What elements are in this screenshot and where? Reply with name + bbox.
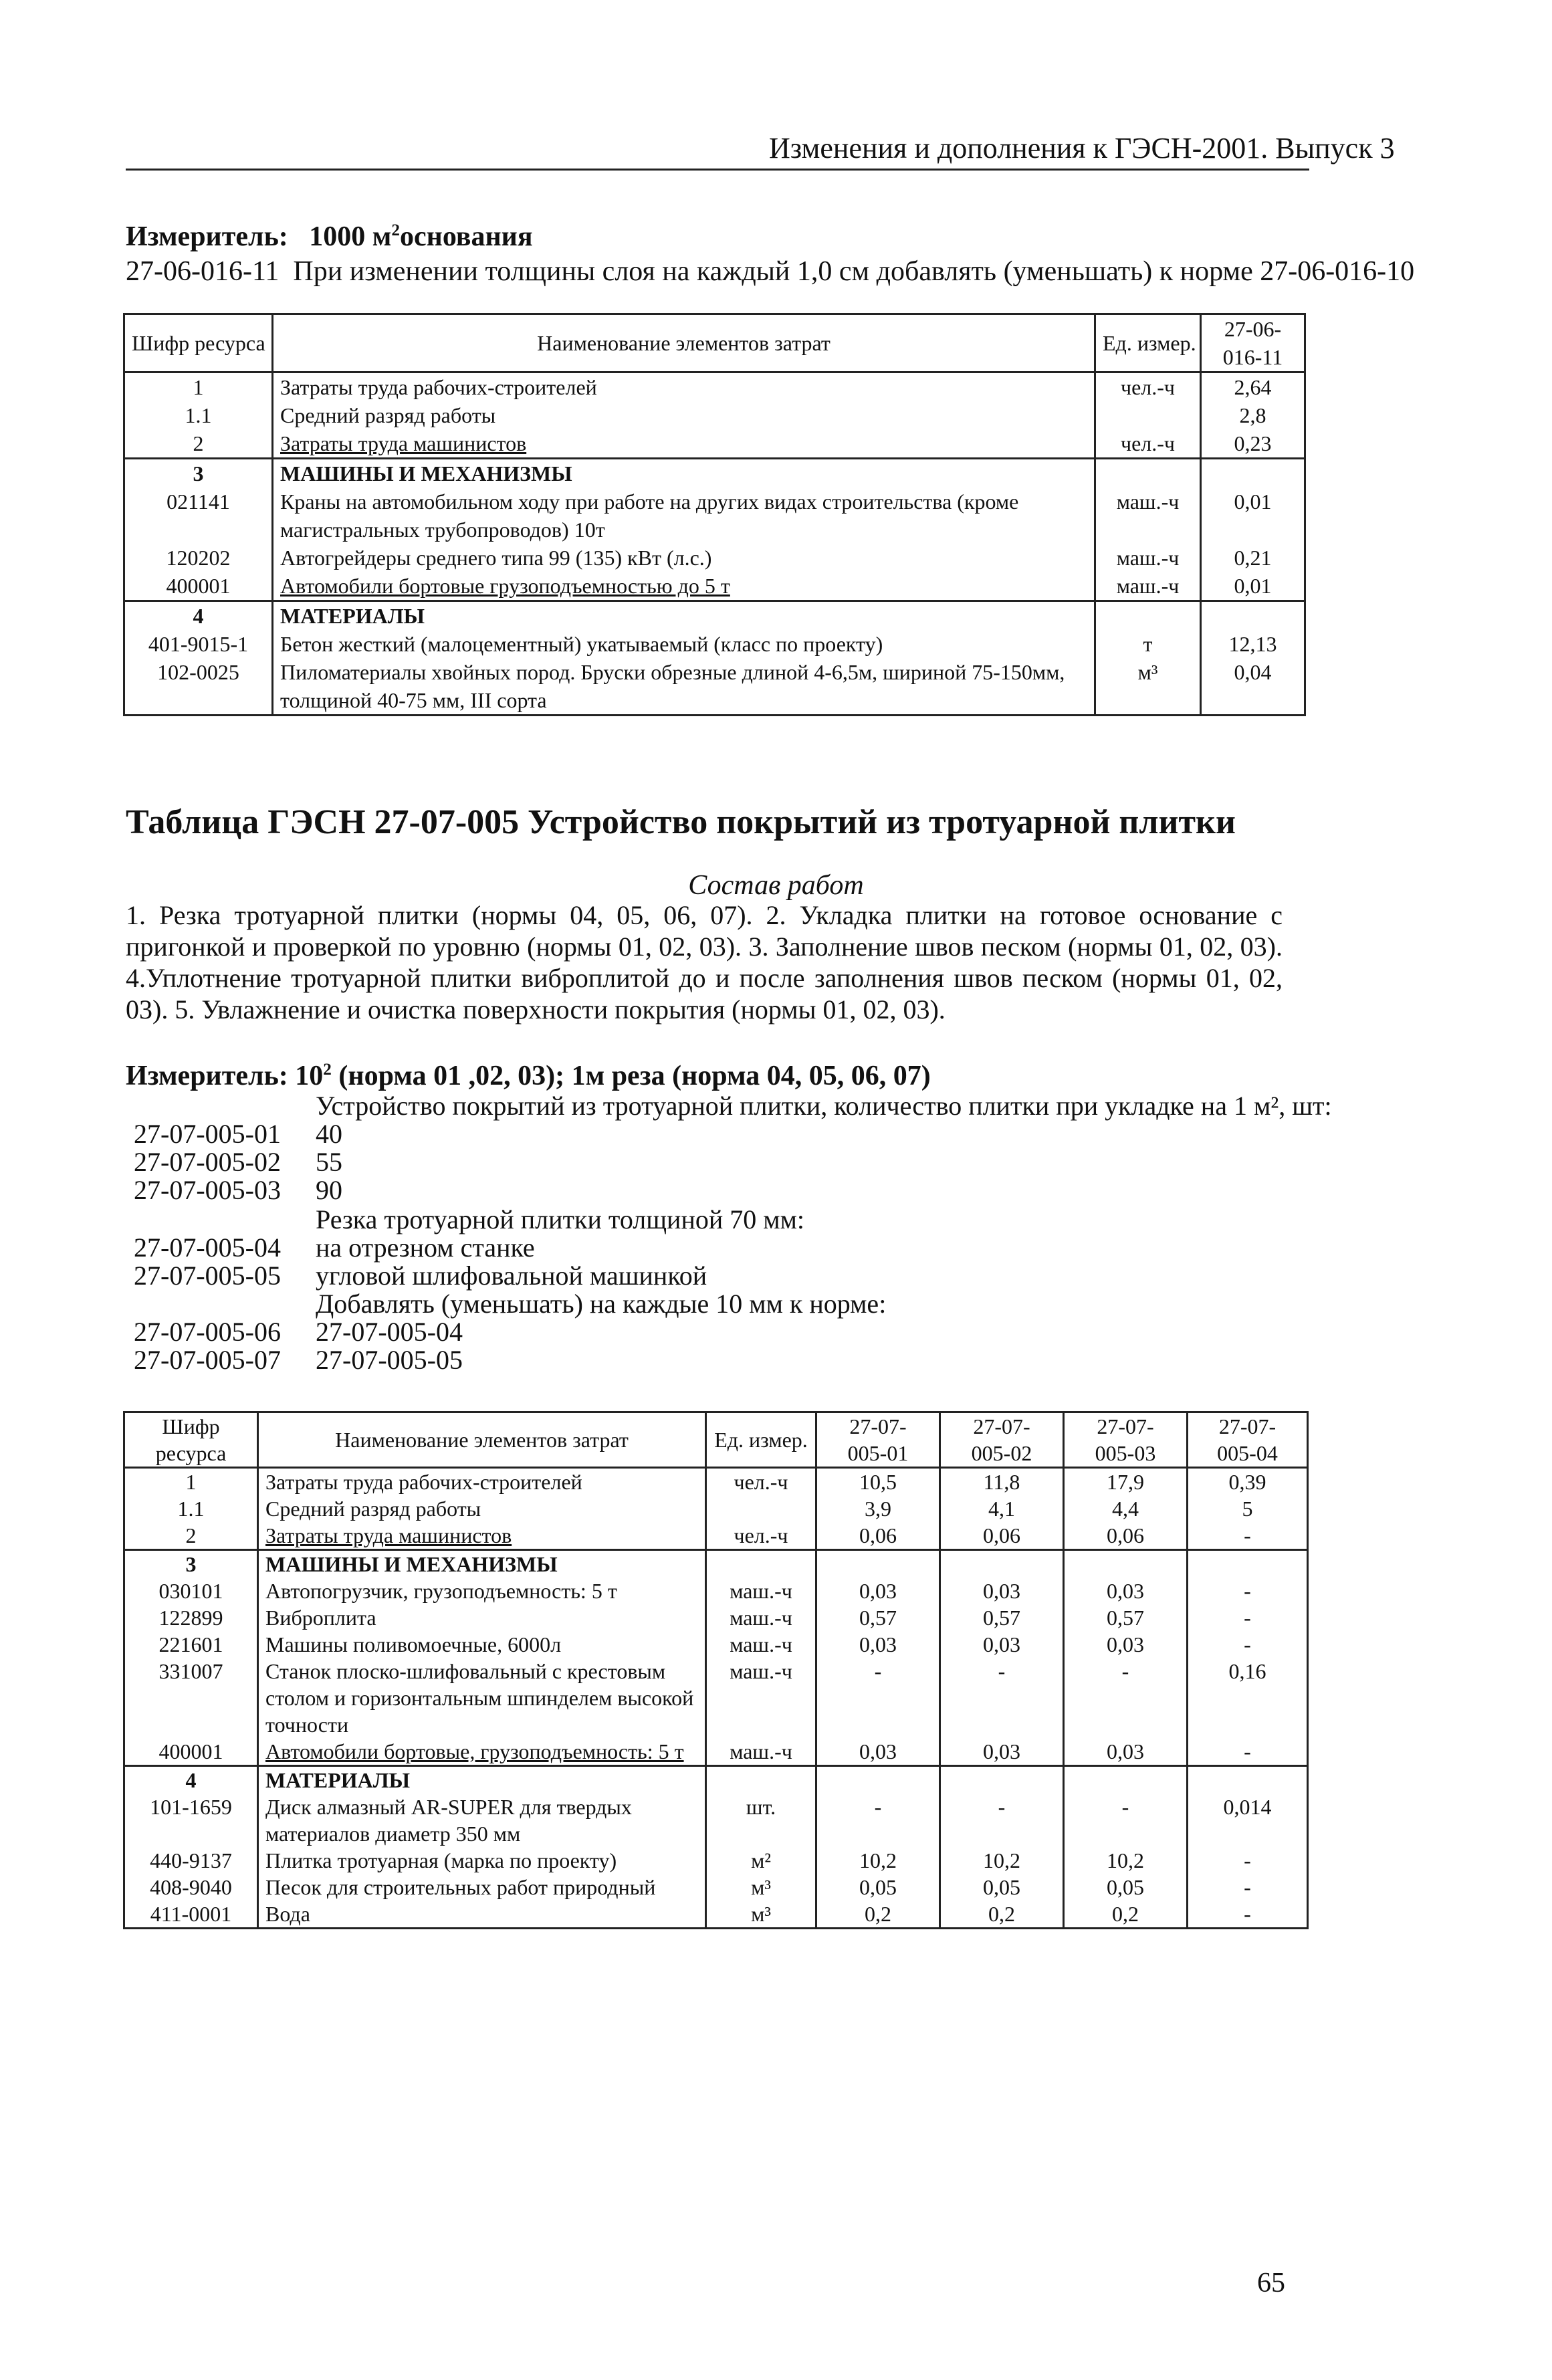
resource-code-cell: 102-0025 [124, 658, 273, 716]
resource-code-cell: 4 [124, 1766, 258, 1794]
resource-name-cell: Средний разряд работы [273, 401, 1095, 429]
norm-intro-2: Резка тротуарной плитки толщиной 70 мм: [316, 1204, 805, 1234]
table-row [124, 429, 1305, 459]
header-cell: Наименование элементов затрат [258, 1412, 706, 1468]
measure-sup: 2 [323, 1061, 332, 1079]
norm-code: 27-07-005-03 [134, 1175, 281, 1205]
measure-sup: 2 [391, 221, 400, 239]
resource-name-cell: Затраты труда машинистов [273, 429, 1095, 459]
resource-name-cell: Песок для строительных работ природный [258, 1874, 706, 1901]
header-cell: Шифр ресурса [124, 314, 273, 372]
value-cell: - [1188, 1604, 1308, 1631]
norm-code: 27-07-005-07 [134, 1345, 281, 1375]
value-cell [1064, 1550, 1188, 1578]
norm-code: 27-07-005-06 [134, 1317, 281, 1347]
running-header: Изменения и дополнения к ГЭСН-2001. Выпуск 3 [769, 132, 1395, 165]
table-row [124, 1738, 1308, 1766]
unit-cell [1095, 601, 1201, 631]
value-cell: 0,014 [1188, 1794, 1308, 1847]
header-cell: Наименование элементов затрат [273, 314, 1095, 372]
resource-code-cell: 400001 [124, 1738, 258, 1766]
unit-cell: чел.-ч [1095, 372, 1201, 402]
value-cell: 0,03 [1064, 1631, 1188, 1658]
norm-value: на отрезном станке [316, 1232, 535, 1263]
norm-value: 27-07-005-04 [316, 1317, 463, 1347]
value-cell: - [1188, 1522, 1308, 1550]
resource-name-cell: Краны на автомобильном ходу при работе на других видах строительства (кроме магистральных трубопроводов) 10т [273, 488, 1095, 544]
header-cell: 27-06-016-11 [1201, 314, 1305, 372]
resource-code-cell: 030101 [124, 1578, 258, 1604]
value-cell: 4,4 [1064, 1495, 1188, 1522]
table-row [124, 401, 1305, 429]
norm-code: 27-07-005-04 [134, 1232, 281, 1263]
value-cell: - [1064, 1794, 1188, 1847]
resource-name-cell: Станок плоско-шлифовальный с крестовым столом и горизонтальным шпинделем высокой точности [258, 1658, 706, 1738]
norm-value: 27-07-005-05 [316, 1345, 463, 1375]
norm-intro-1: Устройство покрытий из тротуарной плитки, количество плитки при укладке на 1 м², шт: [316, 1091, 1332, 1121]
table-header-row [124, 1412, 1308, 1468]
unit-cell: маш.-ч [706, 1604, 816, 1631]
value-cell: 0,57 [940, 1604, 1064, 1631]
header-cell: 27-07-005-03 [1064, 1412, 1188, 1468]
table-row [124, 1468, 1308, 1496]
value-cell: - [1188, 1901, 1308, 1929]
measure-1-line [126, 221, 533, 253]
resource-code-cell: 400001 [124, 572, 273, 601]
value-cell: 10,2 [1064, 1847, 1188, 1874]
resource-code-cell: 3 [124, 459, 273, 488]
value-cell: 0,57 [1064, 1604, 1188, 1631]
measure-label: Измеритель: [126, 221, 288, 252]
unit-cell: чел.-ч [706, 1522, 816, 1550]
value-cell: - [816, 1658, 940, 1738]
unit-cell: чел.-ч [706, 1468, 816, 1496]
value-cell: - [940, 1658, 1064, 1738]
table-row [124, 544, 1305, 572]
unit-cell: т [1095, 630, 1201, 658]
resource-name-cell: Автомобили бортовые, грузоподъемность: 5 т [258, 1738, 706, 1766]
resource-name-cell: МАТЕРИАЛЫ [273, 601, 1095, 631]
value-cell [940, 1766, 1064, 1794]
value-cell: 0,03 [816, 1738, 940, 1766]
table-row [124, 1522, 1308, 1550]
resource-code-cell: 411-0001 [124, 1901, 258, 1929]
resource-code-cell: 221601 [124, 1631, 258, 1658]
value-cell: 0,01 [1201, 572, 1305, 601]
resource-code-cell: 122899 [124, 1604, 258, 1631]
unit-cell: м³ [706, 1901, 816, 1929]
resource-code-cell: 101-1659 [124, 1794, 258, 1847]
value-cell: 0,2 [940, 1901, 1064, 1929]
resource-name-cell: Бетон жесткий (малоцементный) укатываемый (класс по проекту) [273, 630, 1095, 658]
table-header-row [124, 314, 1305, 372]
unit-cell [1095, 459, 1201, 488]
unit-cell [706, 1495, 816, 1522]
unit-cell: маш.-ч [1095, 572, 1201, 601]
norm-description: При изменении толщины слоя на каждый 1,0 см добавлять (уменьшать) к норме 27-06-016-10 [293, 256, 1415, 287]
value-cell [1201, 601, 1305, 631]
table-row [124, 601, 1305, 631]
header-cell: Ед. измер. [706, 1412, 816, 1468]
value-cell [1201, 459, 1305, 488]
resource-name-cell: Плитка тротуарная (марка по проекту) [258, 1847, 706, 1874]
value-cell: 0,57 [816, 1604, 940, 1631]
value-cell: - [1188, 1738, 1308, 1766]
value-cell: 0,03 [816, 1578, 940, 1604]
resource-code-cell: 331007 [124, 1658, 258, 1738]
table-row [124, 1631, 1308, 1658]
unit-cell: маш.-ч [706, 1578, 816, 1604]
table-row [124, 459, 1305, 488]
norm-value: 40 [316, 1119, 342, 1149]
value-cell: 0,23 [1201, 429, 1305, 459]
value-cell: - [1188, 1578, 1308, 1604]
measure-tail: (норма 01 ,02, 03); 1м реза (норма 04, 05, 06, 07) [331, 1061, 931, 1091]
header-cell: Шифр ресурса [124, 1412, 258, 1468]
measure-unit: основания [400, 221, 533, 252]
value-cell: 0,03 [1064, 1738, 1188, 1766]
resource-name-cell: Автогрейдеры среднего типа 99 (135) кВт (л.с.) [273, 544, 1095, 572]
measure-value: 10 [295, 1061, 324, 1091]
table-row [124, 630, 1305, 658]
value-cell: 0,03 [940, 1631, 1064, 1658]
value-cell: 0,06 [1064, 1522, 1188, 1550]
resource-table-2 [123, 1411, 1309, 1929]
value-cell [816, 1550, 940, 1578]
value-cell: 0,05 [940, 1874, 1064, 1901]
page-number: 65 [1257, 2268, 1285, 2298]
value-cell: 0,2 [816, 1901, 940, 1929]
resource-code-cell: 401-9015-1 [124, 630, 273, 658]
value-cell: 10,5 [816, 1468, 940, 1496]
value-cell: 2,64 [1201, 372, 1305, 402]
table-row [124, 658, 1305, 716]
value-cell: - [1064, 1658, 1188, 1738]
header-rule [126, 169, 1309, 171]
unit-cell [706, 1550, 816, 1578]
unit-cell: м² [706, 1847, 816, 1874]
norm-code: 27-06-016-11 [126, 256, 280, 287]
norm-value: 90 [316, 1175, 342, 1205]
value-cell [1188, 1766, 1308, 1794]
value-cell [816, 1766, 940, 1794]
value-cell: 0,39 [1188, 1468, 1308, 1496]
resource-name-cell: Виброплита [258, 1604, 706, 1631]
resource-code-cell: 1 [124, 372, 273, 402]
value-cell: 4,1 [940, 1495, 1064, 1522]
measure-label: Измеритель: [126, 1061, 288, 1091]
value-cell: - [816, 1794, 940, 1847]
value-cell: 2,8 [1201, 401, 1305, 429]
resource-name-cell: Автопогрузчик, грузоподъемность: 5 т [258, 1578, 706, 1604]
value-cell: 0,06 [940, 1522, 1064, 1550]
value-cell [1064, 1766, 1188, 1794]
header-cell: Ед. измер. [1095, 314, 1201, 372]
unit-cell [1095, 401, 1201, 429]
table-row [124, 488, 1305, 544]
value-cell: 0,16 [1188, 1658, 1308, 1738]
resource-code-cell: 1.1 [124, 401, 273, 429]
unit-cell: чел.-ч [1095, 429, 1201, 459]
unit-cell: маш.-ч [706, 1631, 816, 1658]
resource-code-cell: 408-9040 [124, 1874, 258, 1901]
resource-name-cell: МАШИНЫ И МЕХАНИЗМЫ [258, 1550, 706, 1578]
work-text: 1. Резка тротуарной плитки (нормы 04, 05, 06, 07). 2. Укладка плитки на готовое основание с пригонкой и проверкой по уровню (нормы 01, 02, 03). 3. Заполнение швов песком (нормы 01, 02, 03). 4.Уплотнение тротуарной плитки виброплитой до и после заполнения швов песком (нормы 01, 02, 03). 5. Увлажнение и очистка поверхности покрытия (нормы 01, 02, 03). [126, 900, 1283, 1024]
resource-name-cell: Вода [258, 1901, 706, 1929]
table-row [124, 372, 1305, 402]
table-row [124, 1658, 1308, 1738]
value-cell: 0,03 [940, 1738, 1064, 1766]
value-cell: 11,8 [940, 1468, 1064, 1496]
resource-code-cell: 1 [124, 1468, 258, 1496]
resource-name-cell: Затраты труда машинистов [258, 1522, 706, 1550]
measure-2-line [126, 1060, 931, 1092]
resource-name-cell: Диск алмазный AR-SUPER для твердых материалов диаметр 350 мм [258, 1794, 706, 1847]
table-row [124, 1578, 1308, 1604]
resource-code-cell: 2 [124, 1522, 258, 1550]
table-row [124, 1847, 1308, 1874]
resource-table-1 [123, 313, 1306, 716]
norm-value: 55 [316, 1147, 342, 1177]
value-cell: - [1188, 1631, 1308, 1658]
value-cell: 10,2 [940, 1847, 1064, 1874]
norm-value: угловой шлифовальной машинкой [316, 1261, 707, 1291]
measure-value: 1000 м [309, 221, 392, 252]
value-cell: 0,03 [940, 1578, 1064, 1604]
resource-code-cell: 3 [124, 1550, 258, 1578]
unit-cell: м³ [706, 1874, 816, 1901]
value-cell: - [1188, 1874, 1308, 1901]
resource-code-cell: 021141 [124, 488, 273, 544]
resource-name-cell: МАШИНЫ И МЕХАНИЗМЫ [273, 459, 1095, 488]
table-row [124, 572, 1305, 601]
resource-name-cell: Пиломатериалы хвойных пород. Бруски обрезные длиной 4-6,5м, шириной 75-150мм, толщиной 40-75 мм, III сорта [273, 658, 1095, 716]
value-cell: 0,2 [1064, 1901, 1188, 1929]
table-row [124, 1766, 1308, 1794]
value-cell: 5 [1188, 1495, 1308, 1522]
header-cell: 27-07-005-04 [1188, 1412, 1308, 1468]
table-row [124, 1794, 1308, 1847]
value-cell: - [1188, 1847, 1308, 1874]
unit-cell: маш.-ч [1095, 544, 1201, 572]
section-title: Таблица ГЭСН 27-07-005 Устройство покрытий из тротуарной плитки [126, 803, 1236, 841]
table-row [124, 1604, 1308, 1631]
value-cell: 0,03 [1064, 1578, 1188, 1604]
table-row [124, 1550, 1308, 1578]
table-row [124, 1495, 1308, 1522]
unit-cell: маш.-ч [706, 1658, 816, 1738]
resource-name-cell: МАТЕРИАЛЫ [258, 1766, 706, 1794]
value-cell: 0,01 [1201, 488, 1305, 544]
resource-name-cell: Машины поливомоечные, 6000л [258, 1631, 706, 1658]
resource-code-cell: 440-9137 [124, 1847, 258, 1874]
resource-code-cell: 4 [124, 601, 273, 631]
table-row [124, 1874, 1308, 1901]
norm-line-27-06-016-11 [126, 255, 1414, 288]
resource-code-cell: 2 [124, 429, 273, 459]
header-cell: 27-07-005-01 [816, 1412, 940, 1468]
norm-intro-3: Добавлять (уменьшать) на каждые 10 мм к норме: [316, 1289, 887, 1319]
resource-code-cell: 1.1 [124, 1495, 258, 1522]
value-cell: 0,04 [1201, 658, 1305, 716]
table-row [124, 1901, 1308, 1929]
value-cell: 3,9 [816, 1495, 940, 1522]
value-cell: 12,13 [1201, 630, 1305, 658]
resource-name-cell: Автомобили бортовые грузоподъемностью до 5 т [273, 572, 1095, 601]
unit-cell: маш.-ч [706, 1738, 816, 1766]
header-cell: 27-07-005-02 [940, 1412, 1064, 1468]
value-cell [1188, 1550, 1308, 1578]
norm-code: 27-07-005-01 [134, 1119, 281, 1149]
norm-code: 27-07-005-02 [134, 1147, 281, 1177]
value-cell: 0,06 [816, 1522, 940, 1550]
unit-cell [706, 1766, 816, 1794]
value-cell: 0,21 [1201, 544, 1305, 572]
norm-code: 27-07-005-05 [134, 1261, 281, 1291]
unit-cell: маш.-ч [1095, 488, 1201, 544]
value-cell: 17,9 [1064, 1468, 1188, 1496]
resource-name-cell: Средний разряд работы [258, 1495, 706, 1522]
value-cell [940, 1550, 1064, 1578]
value-cell: 0,03 [816, 1631, 940, 1658]
value-cell: - [940, 1794, 1064, 1847]
resource-name-cell: Затраты труда рабочих-строителей [273, 372, 1095, 402]
unit-cell: м³ [1095, 658, 1201, 716]
unit-cell: шт. [706, 1794, 816, 1847]
value-cell: 10,2 [816, 1847, 940, 1874]
work-heading: Состав работ [688, 870, 864, 901]
resource-code-cell: 120202 [124, 544, 273, 572]
resource-name-cell: Затраты труда рабочих-строителей [258, 1468, 706, 1496]
value-cell: 0,05 [1064, 1874, 1188, 1901]
value-cell: 0,05 [816, 1874, 940, 1901]
